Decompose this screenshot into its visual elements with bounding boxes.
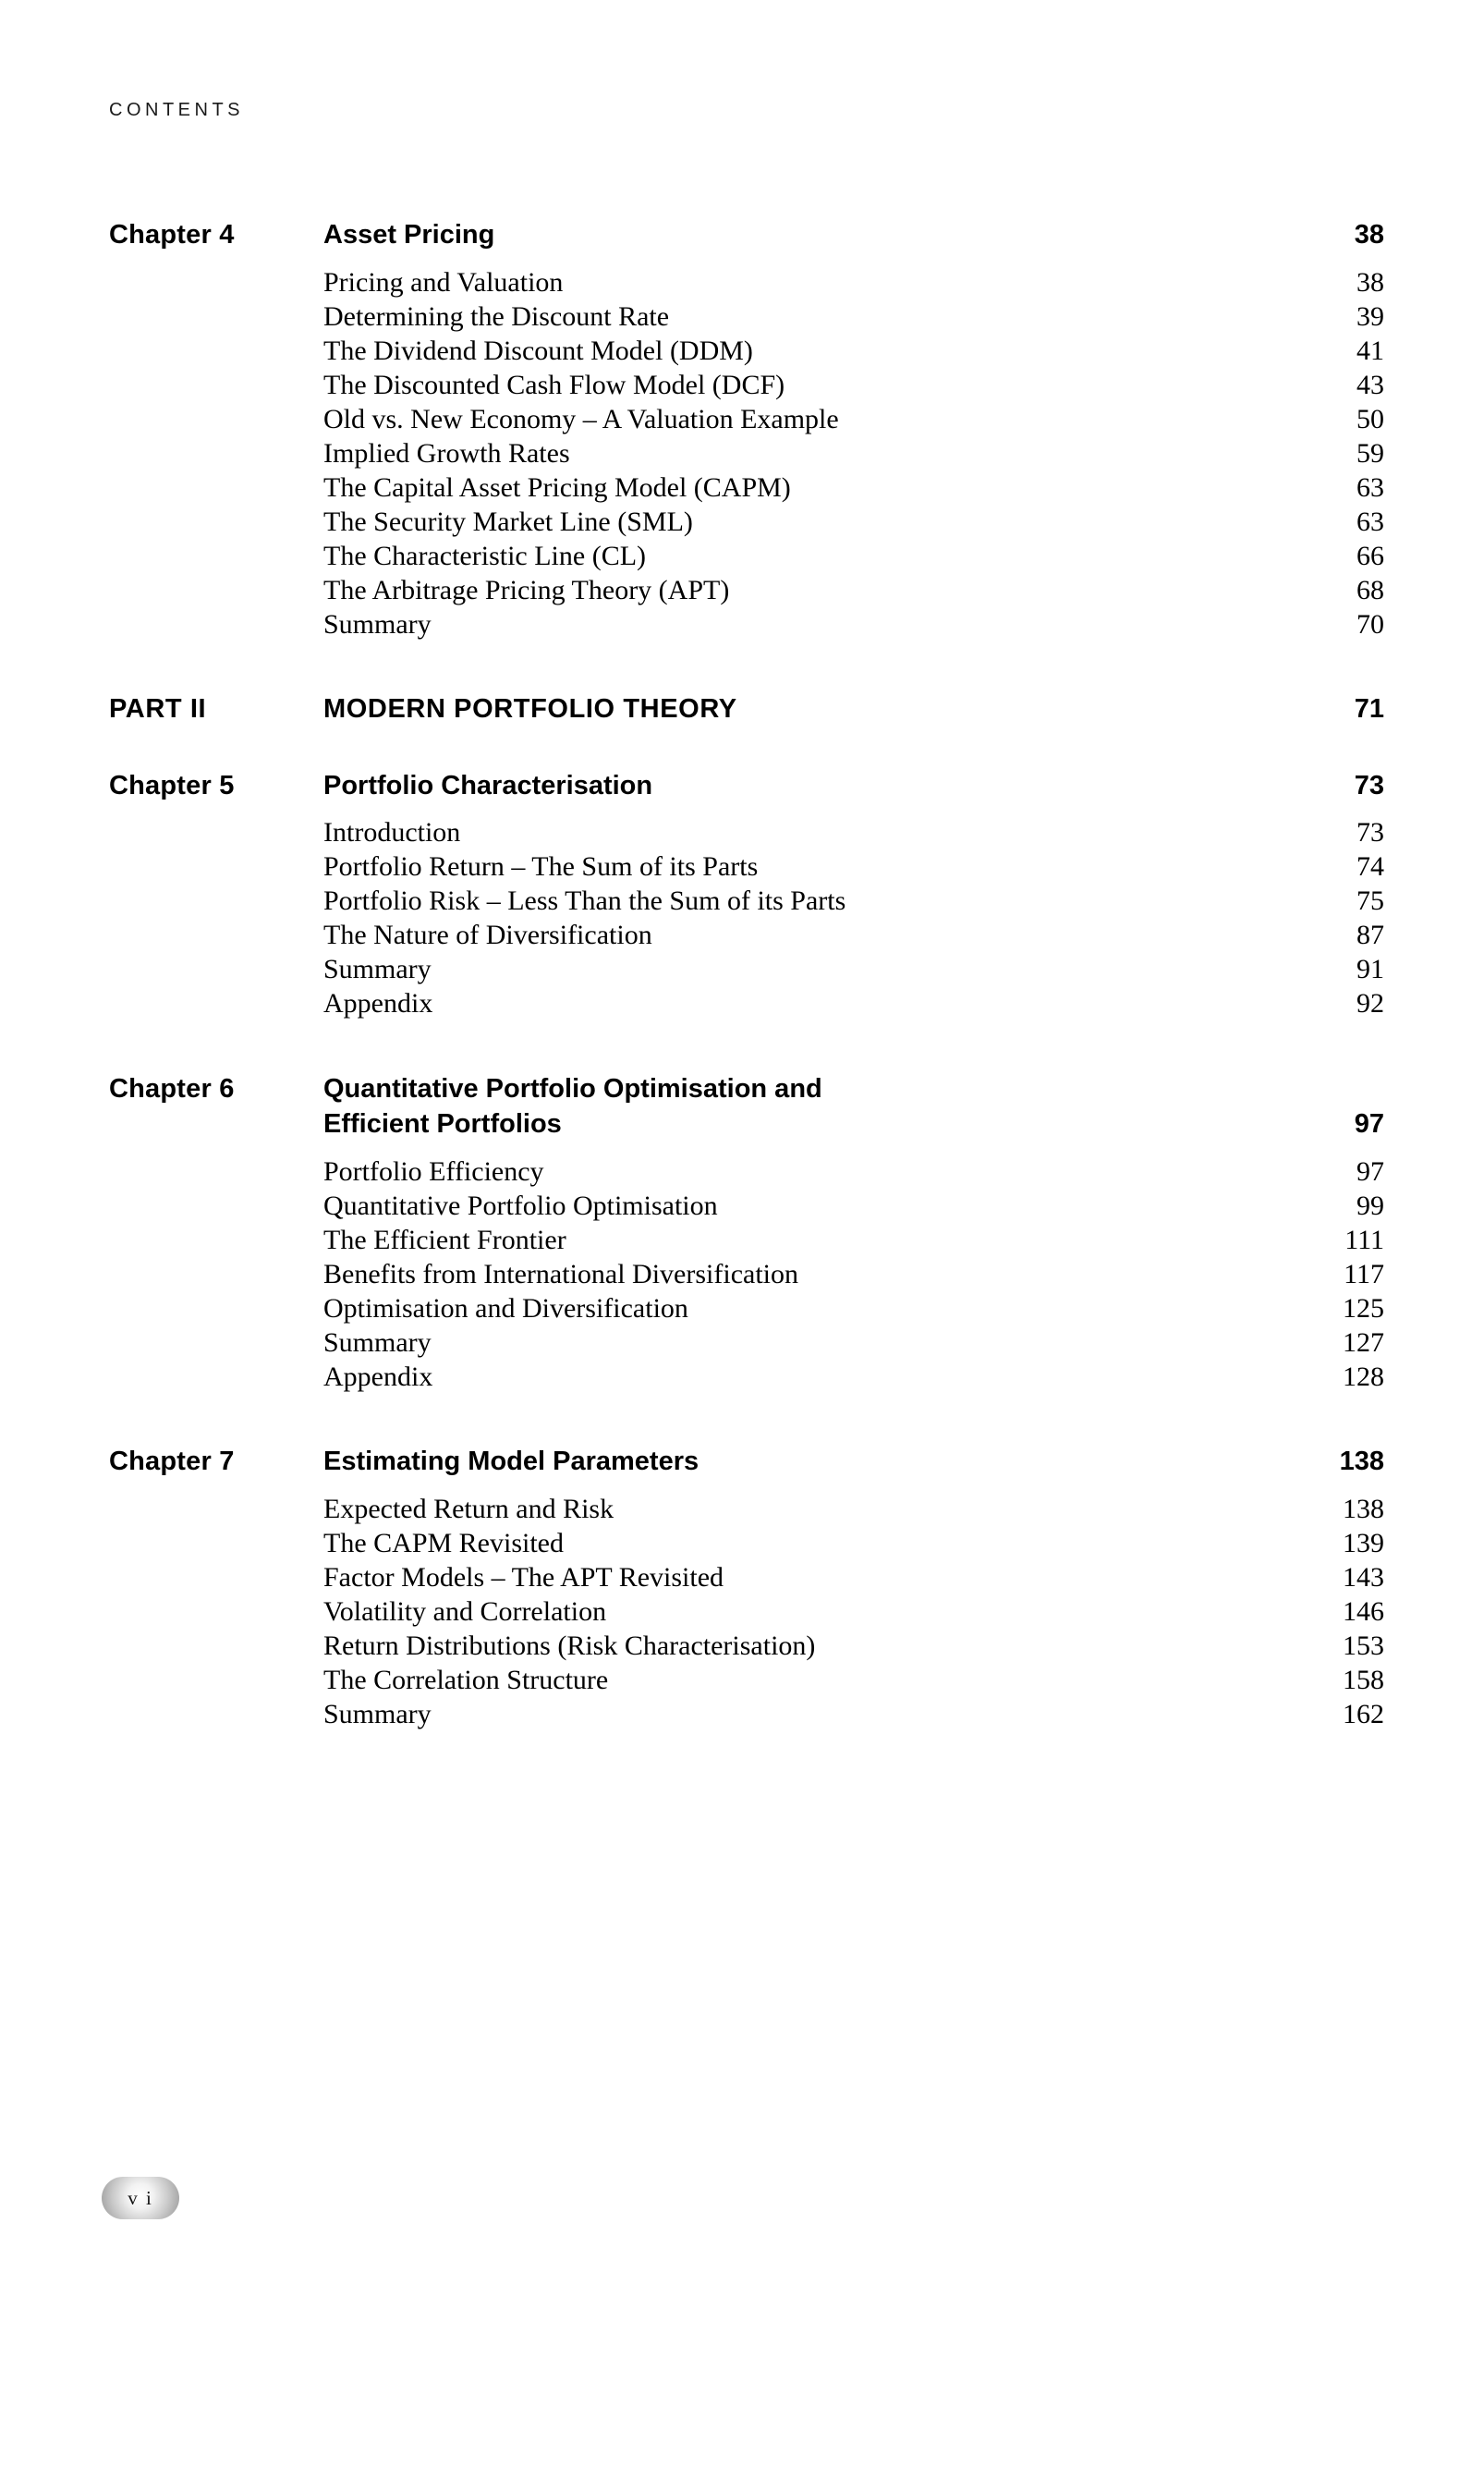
- toc-entry[interactable]: [109, 299, 1384, 334]
- spacer: [109, 1394, 1384, 1444]
- toc-heading-label: Chapter 6: [109, 1073, 235, 1104]
- toc-entry[interactable]: [109, 470, 1384, 505]
- spacer: [109, 1021, 1384, 1071]
- toc-entry[interactable]: [109, 1595, 1384, 1630]
- toc-heading-line2[interactable]: [109, 1106, 1384, 1142]
- toc-entry-title: The Security Market Line (SML): [323, 506, 693, 537]
- toc-entry-title: Summary: [323, 954, 432, 985]
- toc-entry-page: 158: [1343, 1665, 1384, 1696]
- toc-entry[interactable]: [109, 953, 1384, 987]
- toc-entry-page: 63: [1356, 471, 1384, 503]
- toc-heading[interactable]: [109, 1444, 1384, 1479]
- toc-entry-page: 138: [1343, 1494, 1384, 1525]
- toc-entry-page: 68: [1356, 574, 1384, 605]
- toc-entry[interactable]: [109, 1257, 1384, 1291]
- toc-entry-title: The Discounted Cash Flow Model (DCF): [323, 369, 785, 400]
- toc-entry-title: Implied Growth Rates: [323, 437, 570, 469]
- toc-entry-page: 74: [1356, 851, 1384, 883]
- toc-block-chapter-7: [109, 1444, 1384, 1731]
- toc-heading-page: 138: [1339, 1447, 1384, 1477]
- toc-entry-title: Portfolio Return – The Sum of its Parts: [323, 851, 759, 883]
- toc-entry-page: 97: [1356, 1155, 1384, 1187]
- toc-entry-title: The Arbitrage Pricing Theory (APT): [323, 574, 730, 605]
- toc-entry-title: The Characteristic Line (CL): [323, 540, 647, 571]
- toc-entry[interactable]: [109, 1698, 1384, 1732]
- toc-entry-page: 127: [1343, 1326, 1384, 1358]
- toc-heading[interactable]: [109, 217, 1384, 252]
- toc-entry-page: 128: [1343, 1361, 1384, 1392]
- toc-heading-title: Asset Pricing: [323, 220, 495, 250]
- toc-heading-page: 97: [1354, 1109, 1384, 1140]
- toc-entry-title: The Dividend Discount Model (DDM): [323, 335, 753, 366]
- toc-entry-title: Portfolio Risk – Less Than the Sum of its Parts: [323, 885, 846, 917]
- toc-entry[interactable]: [109, 816, 1384, 850]
- toc-entries: [109, 1493, 1384, 1732]
- toc-entry-title: Introduction: [323, 817, 461, 849]
- toc-entry-page: 117: [1344, 1258, 1384, 1289]
- toc-entry[interactable]: [109, 334, 1384, 368]
- toc-entries: [109, 1154, 1384, 1394]
- spacer: [109, 641, 1384, 691]
- toc-entry-title: Summary: [323, 1326, 432, 1358]
- toc-entry-title: Portfolio Efficiency: [323, 1155, 544, 1187]
- toc-entry-page: 99: [1356, 1190, 1384, 1221]
- toc-entry[interactable]: [109, 1664, 1384, 1698]
- toc-entry[interactable]: [109, 539, 1384, 573]
- toc-entry-page: 111: [1344, 1224, 1384, 1255]
- toc-entry-title: Return Distributions (Risk Characterisation): [323, 1630, 816, 1662]
- running-head: CONTENTS: [109, 100, 244, 120]
- toc-entry[interactable]: [109, 1561, 1384, 1595]
- toc-entry-page: 139: [1343, 1528, 1384, 1559]
- toc-entry[interactable]: [109, 1154, 1384, 1189]
- toc-heading-label: Chapter 4: [109, 220, 235, 250]
- toc-heading[interactable]: [109, 1071, 1384, 1106]
- toc-heading-page: 71: [1354, 694, 1384, 725]
- toc-heading-page: 38: [1354, 220, 1384, 250]
- toc-entry-title: The Correlation Structure: [323, 1665, 609, 1696]
- toc-entry-page: 92: [1356, 988, 1384, 1020]
- toc-entry[interactable]: [109, 885, 1384, 919]
- toc-entry-title: Optimisation and Diversification: [323, 1292, 688, 1324]
- toc-entry[interactable]: [109, 919, 1384, 953]
- toc-heading-title-cont: Efficient Portfolios: [323, 1109, 562, 1140]
- toc-entry-page: 41: [1356, 335, 1384, 366]
- toc-entry[interactable]: [109, 436, 1384, 470]
- toc-entry-page: 143: [1343, 1562, 1384, 1594]
- toc-entry-title: Benefits from International Diversification: [323, 1258, 798, 1289]
- toc-entry-page: 63: [1356, 506, 1384, 537]
- toc-entry-title: Pricing and Valuation: [323, 266, 564, 298]
- toc-entry-title: Appendix: [323, 988, 433, 1020]
- toc-entry-page: 59: [1356, 437, 1384, 469]
- toc-entry[interactable]: [109, 987, 1384, 1021]
- toc-entry-title: The Nature of Diversification: [323, 920, 652, 951]
- toc-entry-title: Quantitative Portfolio Optimisation: [323, 1190, 718, 1221]
- toc-entry[interactable]: [109, 265, 1384, 299]
- toc-entry-page: 66: [1356, 540, 1384, 571]
- toc-entry[interactable]: [109, 1223, 1384, 1257]
- toc-entry-page: 43: [1356, 369, 1384, 400]
- toc-entry-page: 39: [1356, 300, 1384, 332]
- toc-entry[interactable]: [109, 1527, 1384, 1561]
- toc-heading-label: Chapter 5: [109, 770, 235, 800]
- toc-heading-title: Quantitative Portfolio Optimisation and: [323, 1073, 822, 1104]
- toc-entry-title: Determining the Discount Rate: [323, 300, 670, 332]
- toc-entry-title: The Capital Asset Pricing Model (CAPM): [323, 471, 791, 503]
- toc-entries: [109, 265, 1384, 641]
- toc-entry-page: 91: [1356, 954, 1384, 985]
- toc-entry-title: Summary: [323, 1699, 432, 1730]
- toc-entry-page: 153: [1343, 1630, 1384, 1662]
- toc-entries: [109, 816, 1384, 1021]
- toc-entry-title: Volatility and Correlation: [323, 1596, 607, 1628]
- toc-entry[interactable]: [109, 1360, 1384, 1394]
- toc-entry[interactable]: [109, 607, 1384, 641]
- toc-heading-page: 73: [1354, 770, 1384, 800]
- toc-entry-page: 50: [1356, 403, 1384, 434]
- toc-entry-page: 73: [1356, 817, 1384, 849]
- toc-entry[interactable]: [109, 368, 1384, 402]
- toc-block-chapter-4: [109, 217, 1384, 641]
- toc-heading-label: Chapter 7: [109, 1447, 235, 1477]
- toc-block-chapter-5: [109, 768, 1384, 1021]
- toc-entry-title: The CAPM Revisited: [323, 1528, 564, 1559]
- toc-heading-title: MODERN PORTFOLIO THEORY: [323, 694, 737, 725]
- toc-entry[interactable]: [109, 850, 1384, 885]
- toc-heading[interactable]: [109, 691, 1384, 727]
- toc-entry-title: Summary: [323, 608, 432, 640]
- toc-entry[interactable]: [109, 1493, 1384, 1527]
- toc-entry[interactable]: [109, 505, 1384, 539]
- toc-entry[interactable]: [109, 402, 1384, 436]
- toc-heading-title: Portfolio Characterisation: [323, 770, 653, 800]
- toc-block-chapter-6: [109, 1071, 1384, 1395]
- page-folio: v i: [102, 2177, 179, 2219]
- toc-block-part-ii: [109, 691, 1384, 727]
- toc-entry-page: 70: [1356, 608, 1384, 640]
- toc-entry-page: 38: [1356, 266, 1384, 298]
- toc-entry[interactable]: [109, 1630, 1384, 1664]
- toc-entry-title: Factor Models – The APT Revisited: [323, 1562, 724, 1594]
- toc-entry-title: The Efficient Frontier: [323, 1224, 566, 1255]
- toc-entry[interactable]: [109, 1189, 1384, 1223]
- toc-heading-label: PART II: [109, 694, 207, 725]
- toc-entry-page: 87: [1356, 920, 1384, 951]
- toc-entry[interactable]: [109, 573, 1384, 607]
- table-of-contents: [109, 217, 1384, 1732]
- toc-entry-page: 75: [1356, 885, 1384, 917]
- spacer: [109, 727, 1384, 768]
- toc-heading-title: Estimating Model Parameters: [323, 1447, 699, 1477]
- toc-entry[interactable]: [109, 1325, 1384, 1360]
- toc-entry-title: Appendix: [323, 1361, 433, 1392]
- toc-entry-page: 162: [1343, 1699, 1384, 1730]
- toc-entry[interactable]: [109, 1291, 1384, 1325]
- toc-heading[interactable]: [109, 768, 1384, 803]
- toc-entry-page: 146: [1343, 1596, 1384, 1628]
- toc-entry-title: Old vs. New Economy – A Valuation Example: [323, 403, 839, 434]
- toc-entry-page: 125: [1343, 1292, 1384, 1324]
- toc-entry-title: Expected Return and Risk: [323, 1494, 614, 1525]
